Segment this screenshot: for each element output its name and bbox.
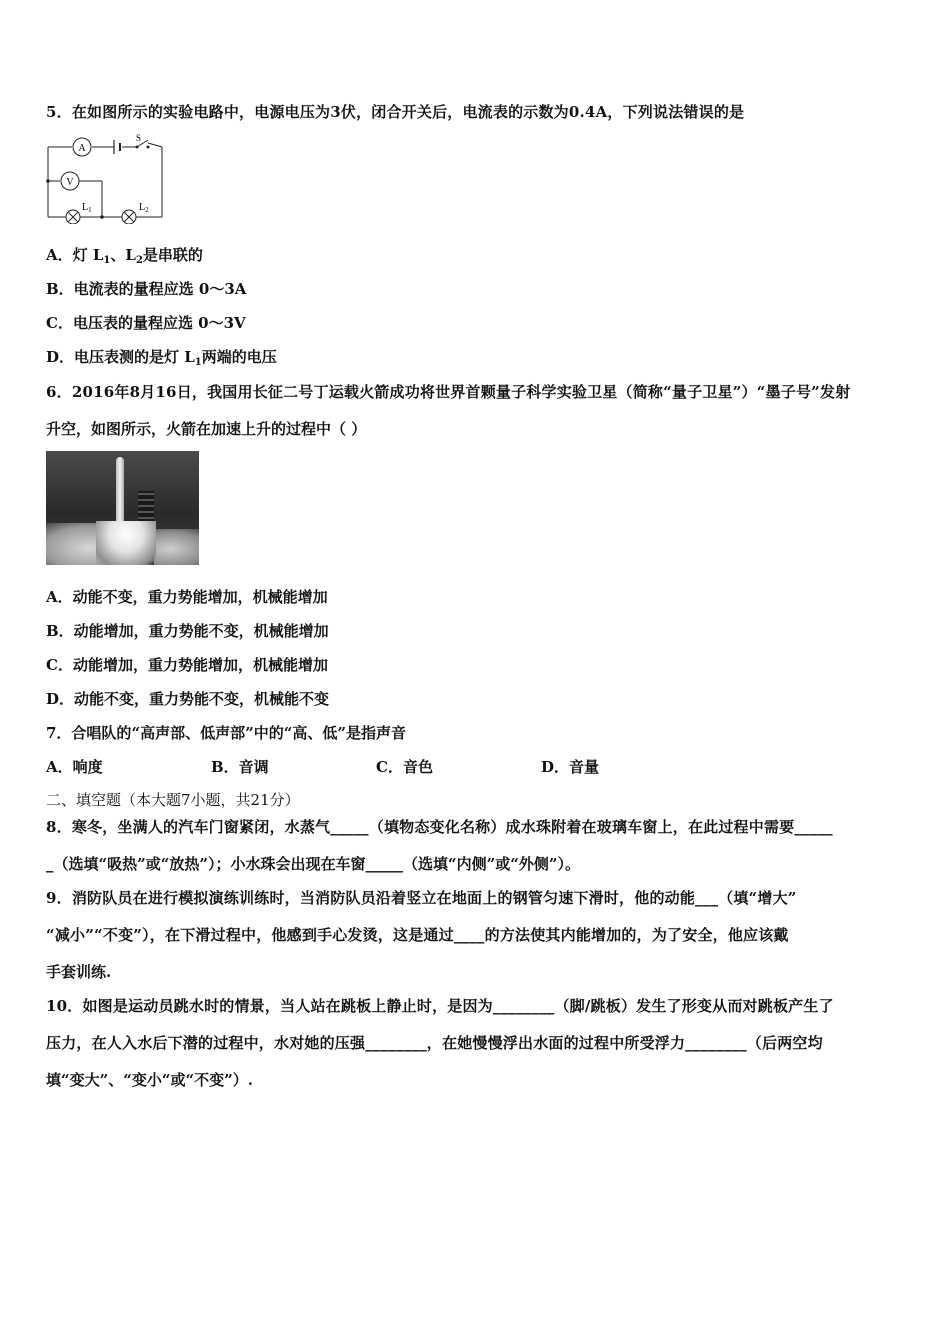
q6-stem-line2: 升空，如图所示，火箭在加速上升的过程中（ ） <box>46 420 367 438</box>
q9-line2: “减小”“不变”），在下滑过程中，他感到手心发烫，这是通过____的方法使其内能增加的，为了安全，他应该戴 <box>46 926 789 944</box>
q5-option-a: A．灯 $L_1$、$L_2$是串联的 <box>46 246 203 266</box>
q6-stem-line1: 6．2016年8月16日，我国用长征二号丁运载火箭成功将世界首颗量子科学实验卫星（简称“量子卫星”）“墨子号”发射 <box>46 383 851 401</box>
q6-option-b: B．动能增加，重力势能不变，机械能增加 <box>46 622 329 640</box>
q5-option-c: C．电压表的量程应选 0～3V <box>46 314 246 332</box>
q7-stem: 7．合唱队的“高声部、低声部”中的“高、低”是指声音 <box>46 724 406 742</box>
q7-option-d: D．音量 <box>541 758 600 776</box>
q8-line2: _（选填“吸热”或“放热”）；小水珠会出现在车窗_____（选填“内侧”或“外侧”）。 <box>46 855 581 873</box>
ammeter-label: A <box>78 143 86 154</box>
lamp-l1-label: $L_1$ <box>82 202 92 214</box>
q7-option-a: A．响度 <box>46 758 103 776</box>
q6-option-d: D．动能不变，重力势能不变，机械能不变 <box>46 690 330 708</box>
q9-line1: 9．消防队员在进行模拟演练训练时，当消防队员沿着竖立在地面上的钢管匀速下滑时，他的动能___（填“增大” <box>46 889 797 907</box>
rocket-launch-photo <box>46 451 199 565</box>
q5-option-b: B．电流表的量程应选 0～3A <box>46 280 247 298</box>
circuit-diagram <box>44 134 168 224</box>
q7-option-c: C．音色 <box>376 758 433 776</box>
q10-line3: 填“变大”、“变小“或“不变”）. <box>46 1071 253 1089</box>
q9-line3: 手套训练. <box>46 963 112 981</box>
section-2-heading: 二、填空题（本大题7小题，共21分） <box>46 791 300 809</box>
q10-line1: 10．如图是运动员跳水时的情景，当人站在跳板上静止时，是因为________（脚/跳板）发生了形变从而对跳板产生了 <box>46 997 834 1015</box>
switch-label: S <box>136 134 142 143</box>
q7-option-b: B．音调 <box>211 758 269 776</box>
q8-line1: 8．寒冬，坐满人的汽车门窗紧闭，水蒸气_____（填物态变化名称）成水珠附着在玻璃车窗上，在此过程中需要_____ <box>46 818 833 836</box>
q5-stem: 5．在如图所示的实验电路中，电源电压为3伏，闭合开关后，电流表的示数为0.4A，下列说法错误的是 <box>46 103 745 121</box>
q5-option-d: D．电压表测的是灯 $L_1$两端的电压 <box>46 348 277 368</box>
voltmeter-label: V <box>66 177 74 188</box>
lamp-l2-label: $L_2$ <box>139 202 149 214</box>
q10-line2: 压力，在人入水后下潜的过程中，水对她的压强________，在她慢慢浮出水面的过程中所受浮力________（后两空均 <box>46 1034 823 1052</box>
q6-option-a: A．动能不变，重力势能增加，机械能增加 <box>46 588 328 606</box>
q6-option-c: C．动能增加，重力势能增加，机械能增加 <box>46 656 328 674</box>
